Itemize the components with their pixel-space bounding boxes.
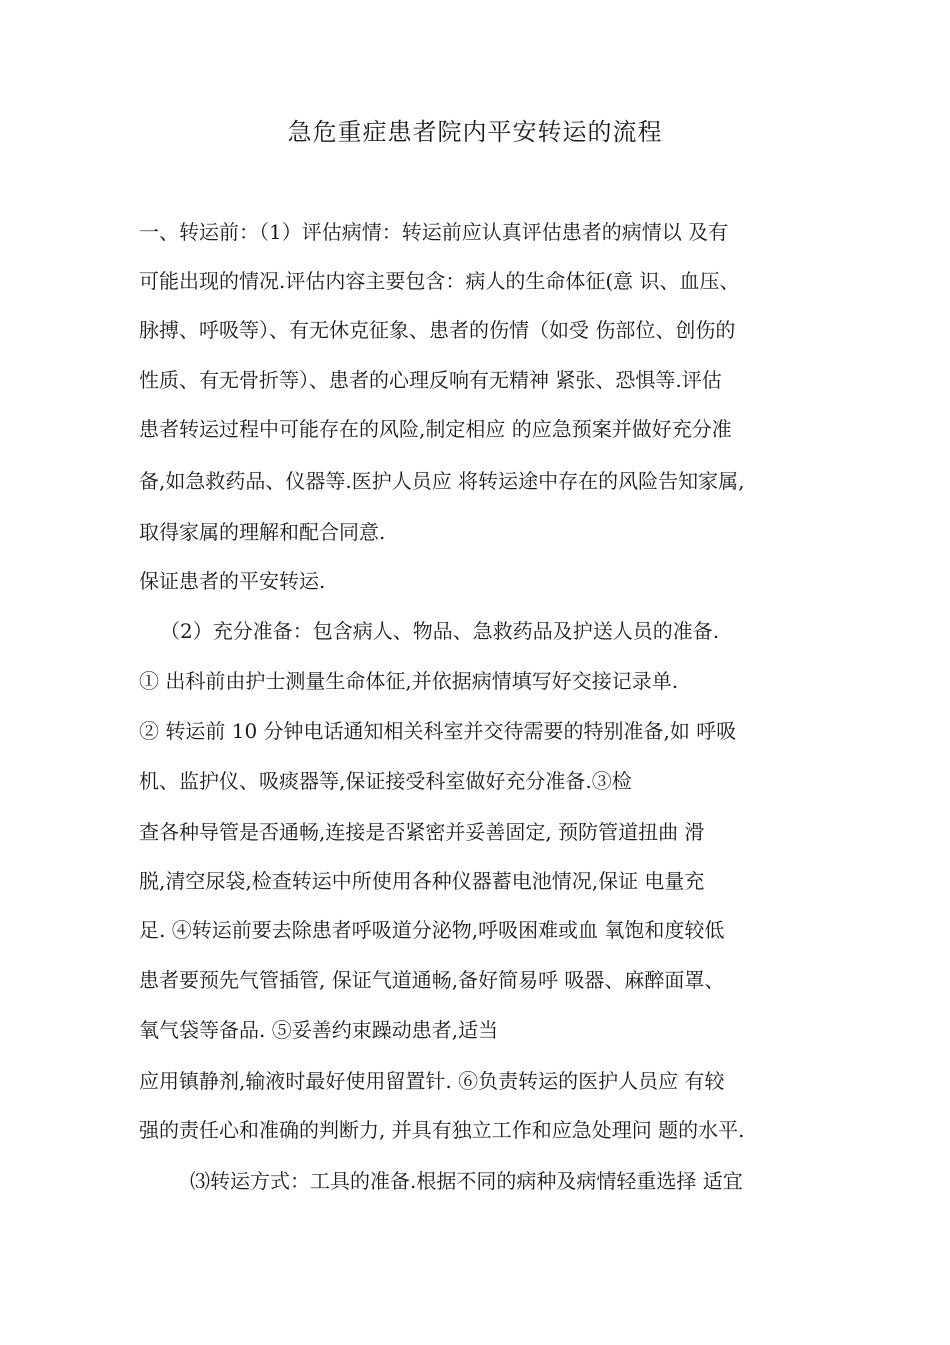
- text-line-19: 强的责任心和准确的判断力, 并具有独立工作和应急处理问 题的水平.: [139, 1118, 745, 1142]
- text-line-4: 性质、有无骨折等）、患者的心理反响有无精神 紧张、恐惧等.评估: [139, 368, 722, 392]
- text-line-1: 一、转运前：（1）评估病情：转运前应认真评估患者的病情以 及有: [139, 220, 729, 244]
- text-line-16: 患者要预先气管插管, 保证气道通畅,备好简易呼 吸器、麻醉面罩、: [139, 968, 725, 992]
- text-line-17: 氧气袋等备品. ⑤妥善约束躁动患者,适当: [139, 1018, 499, 1042]
- text-line-9: （2）充分准备：包含病人、物品、急救药品及护送人员的准备.: [160, 619, 720, 643]
- text-line-2: 可能出现的情况.评估内容主要包含：病人的生命体征(意 识、血压、: [139, 269, 740, 293]
- text-line-5: 患者转运过程中可能存在的风险,制定相应 的应急预案并做好充分准: [139, 417, 732, 441]
- text-line-8: 保证患者的平安转运.: [139, 569, 326, 593]
- document-title: 急危重症患者院内平安转运的流程: [287, 118, 663, 146]
- text-line-13: 查各种导管是否通畅,连接是否紧密并妥善固定, 预防管道扭曲 滑: [139, 820, 705, 844]
- text-line-15: 足. ④转运前要去除患者呼吸道分泌物,呼吸困难或血 氧饱和度较低: [139, 918, 725, 942]
- text-line-10: ① 出科前由护士测量生命体征,并依据病情填写好交接记录单.: [139, 669, 679, 693]
- text-line-20: ⑶转运方式：工具的准备.根据不同的病种及病情轻重选择 适宜: [190, 1169, 743, 1193]
- text-line-18: 应用镇静剂,输液时最好使用留置针. ⑥负责转运的医护人员应 有较: [139, 1069, 725, 1093]
- text-line-11: ② 转运前 10 分钟电话通知相关科室并交待需要的特别准备,如 呼吸: [139, 719, 737, 743]
- text-line-3: 脉搏、呼吸等）、有无休克征象、患者的伤情（如受 伤部位、创伤的: [139, 318, 736, 342]
- text-line-6: 备,如急救药品、仪器等.医护人员应 将转运途中存在的风险告知家属,: [139, 469, 745, 493]
- text-line-12: 机、监护仪、吸痰器等,保证接受科室做好充分准备.③检: [139, 769, 632, 793]
- text-line-14: 脱,清空尿袋,检查转运中所使用各种仪器蓄电池情况,保证 电量充: [139, 869, 705, 893]
- text-line-7: 取得家属的理解和配合同意.: [139, 520, 386, 544]
